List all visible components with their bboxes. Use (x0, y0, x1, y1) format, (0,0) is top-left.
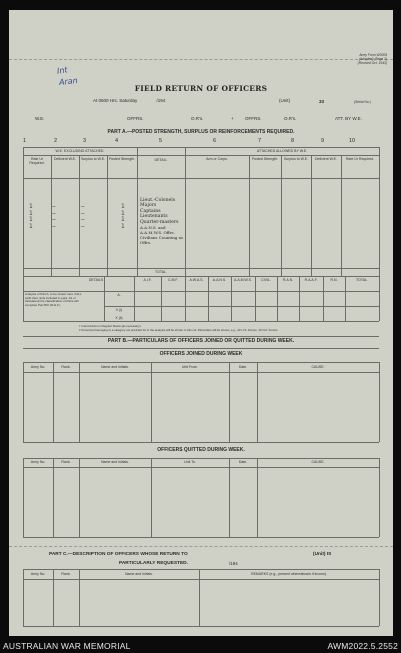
rank-label: Quarter-masters (140, 219, 179, 225)
col-num: 4 (115, 138, 119, 144)
footnote-1: † Insert Admin or Regular Status (as necessary). (79, 324, 142, 328)
joined-col: Date. (238, 365, 248, 369)
footer-institution: AUSTRALIAN WAR MEMORIAL (3, 641, 131, 651)
joined-col: Unit From. (181, 365, 199, 369)
part-c-date: /194 (229, 561, 238, 566)
at-line-text: At 0600 Hrs. Saturday (93, 98, 138, 103)
dash-mark: — (52, 210, 56, 217)
form-title: FIELD RETURN OF OFFICERS (134, 84, 268, 93)
col-head: Surplus to W.E. (80, 157, 106, 161)
we-excluding-header: W.E. EXCLUDING ATTACHED. (55, 149, 105, 153)
part-c-col: Army No. (30, 572, 46, 576)
part-a-title: PART A.—POSTED STRENGTH, SURPLUS OR REINFORCEMENTS REQUIRED. (107, 129, 295, 135)
offrs-label: OFFRS. (127, 116, 144, 121)
col-head: Deficient W.E. (315, 157, 337, 161)
rank-label: Captains (140, 208, 161, 214)
stamp-mark: 1 (29, 216, 33, 223)
form-id-line3: (Revised Oct. 1943) (357, 61, 387, 65)
stamp-mark: 1 (29, 223, 33, 230)
col-num: 7 (258, 138, 262, 144)
quitted-col: Name and Initials. (100, 460, 129, 464)
form-id-line1: Army Form W3009 (359, 53, 387, 57)
stamp-mark: 1 (121, 210, 125, 217)
rank-list (140, 198, 185, 245)
col-head: Posted Strength. (251, 157, 279, 161)
analysis-head: A.I.F. (143, 278, 152, 282)
col-num: 5 (159, 138, 163, 144)
stamp-mark: 1 (29, 203, 33, 210)
form-id-line2: (Adopted) (Page 1) (358, 57, 387, 61)
col-num: 1 (23, 138, 27, 144)
dash-mark: — (81, 203, 85, 210)
analysis-row: X (i) (115, 308, 123, 312)
analysis-head: A.A.M.W.S. (234, 278, 252, 282)
col-head: Arm or Corps. (206, 157, 228, 161)
col-head: Surplus to W.E. (283, 157, 309, 161)
part-b-title: PART B.—PARTICULARS OF OFFICERS JOINED OR QUITTED DURING WEEK. (107, 338, 295, 344)
analysis-head: A.W.A.S. (189, 278, 204, 282)
col-head: Posted Strength. (108, 157, 136, 161)
att-by-we: ATT. BY W.E. (335, 116, 362, 121)
quitted-col: Unit To. (184, 460, 196, 464)
quitted-col: CAUSE. (311, 460, 325, 464)
analysis-head: A.A.N.S. (212, 278, 227, 282)
joined-col: Army No. (30, 365, 46, 369)
dash-mark: — (81, 216, 85, 223)
rank-label: Civilians Counting as Offrs. (140, 235, 184, 245)
part-c-unit: (Unit) IS (313, 552, 332, 557)
rank-label: A.A.N.S. and A.A.M.W.S. Offrs. (140, 225, 175, 235)
analysis-head: CIVIL. (261, 278, 271, 282)
joined-col: Rank. (61, 365, 71, 369)
serial-value: 33 (319, 99, 325, 104)
ors-label-2: O.R's. (284, 116, 297, 121)
quitted-col: Date. (238, 460, 248, 464)
col-num: 8 (291, 138, 295, 144)
footer-bar (0, 640, 401, 653)
stamp-mark: 1 (29, 210, 33, 217)
dash-mark: — (81, 223, 85, 230)
analysis-row: A. (117, 293, 121, 297)
rank-label: Lieut.-Colonels (140, 198, 176, 203)
joined-title: OFFICERS JOINED DURING WEEK (159, 351, 243, 357)
col-num: 10 (349, 138, 356, 144)
unit-label: (Unit) (279, 98, 290, 103)
joined-col: CAUSE. (311, 365, 325, 369)
plus-sign: + (231, 116, 234, 121)
rank-label: Lieutenants (140, 214, 168, 220)
joined-col: Name and Initials. (100, 365, 129, 369)
rank-label: Majors (140, 203, 157, 209)
analysis-row: X (ii) (115, 316, 123, 320)
dash-mark: — (52, 203, 56, 210)
part-c-col: Rank. (61, 572, 71, 576)
at-line-date: /194 (156, 98, 166, 103)
stamp-mark: 1 (121, 203, 125, 210)
we-label: W.E. (35, 116, 45, 121)
total-label: TOTAL. (155, 270, 167, 274)
part-c-line2: PARTICULARLY REQUESTED. (119, 561, 188, 566)
analysis-head: R.A.A.F. (304, 278, 318, 282)
footer-accession-number: AWM2022.5.2552 (327, 641, 398, 651)
analysis-head: R.N. (330, 278, 338, 282)
part-c-title: PART C.—DESCRIPTION OF OFFICERS WHOSE RETURN TO (49, 552, 188, 557)
document-sheet (9, 10, 393, 636)
analysis-head: C.M.F. (167, 278, 179, 282)
footnote-2: ‡ Personnel belonging to a category not provided for in the analysis will be shown in this col. Particulars will be shown, e.g., 20 U.S. Forces, 10 N.Z. Forces. (79, 328, 279, 332)
quitted-title: OFFICERS QUITTED DURING WEEK. (157, 447, 245, 453)
dash-mark: — (52, 223, 56, 230)
analysis-head: TOTAL. (356, 278, 368, 282)
dash-mark: — (81, 210, 85, 217)
stamp-mark: 1 (121, 216, 125, 223)
col-head: Rate Ur Required. (345, 157, 375, 161)
pencil-note-2: Aran (58, 76, 79, 87)
col-head: Rate Ur Required. (29, 157, 45, 166)
dash-mark: — (52, 216, 56, 223)
analysis-head: R.A.N. (282, 278, 294, 282)
col-num: 6 (213, 138, 217, 144)
at-line (93, 98, 165, 103)
details-label: DETAILS (88, 278, 104, 282)
part-c-col: Name and Initials. (124, 572, 153, 576)
col-num: 3 (83, 138, 87, 144)
attached-allowed-header: ATTACHED ALLOWED BY W.E. (256, 149, 308, 153)
col-num: 9 (321, 138, 325, 144)
quitted-col: Rank. (61, 460, 71, 464)
detail-header: DETAIL. (154, 158, 168, 162)
analysis-note: Analysis of Part A, to be shown here if ALL (with their units included in para. 16 or calculated) the classification of Pairs will complete Part B/C (R.E.F.) (25, 292, 82, 307)
stamp-mark: 1 (121, 223, 125, 230)
offrs-label-2: OFFRS. (245, 116, 262, 121)
form-identifier (307, 53, 387, 65)
serial-label: (Serial No.) (354, 100, 371, 104)
perforation-line (9, 546, 393, 547)
pencil-note-1: Int (56, 65, 69, 76)
col-num: 2 (54, 138, 58, 144)
col-head: Deficient W.E. (54, 157, 76, 161)
quitted-col: Army No. (30, 460, 46, 464)
ors-label: O.R's. (191, 116, 204, 121)
part-c-col: REMARKS (e.g., present whereabouts if known). (251, 572, 327, 576)
